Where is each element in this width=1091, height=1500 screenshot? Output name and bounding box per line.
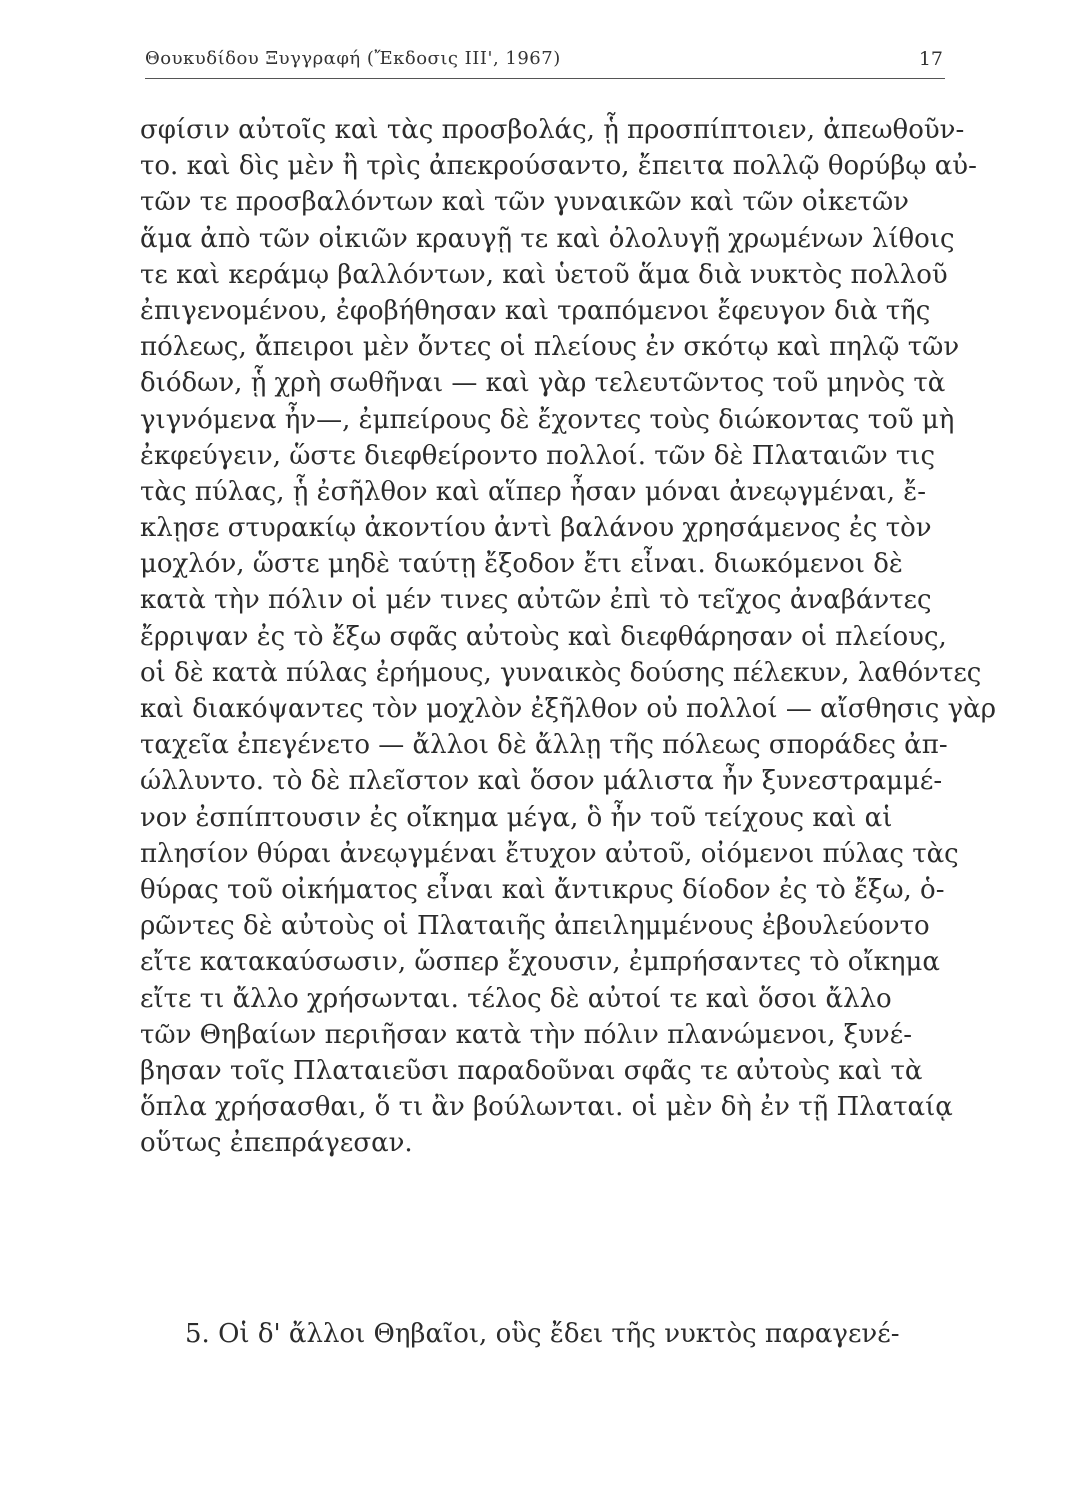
text-line: ἔρριψαν ἐς τὸ ἔξω σφᾶς αὐτοὺς καὶ διεφθάρησαν οἱ πλείους, [140, 621, 947, 652]
text-line: τῶν Θηβαίων περιῆσαν κατὰ τὴν πόλιν πλανώμενοι, ξυνέ- [140, 1019, 912, 1050]
text-line: διόδων, ᾗ χρὴ σωθῆναι — καὶ γὰρ τελευτῶντος τοῦ μηνὸς τὰ [140, 368, 946, 399]
text-line: ἐπιγενομένου, ἐφοβήθησαν καὶ τραπόμενοι ἔφευγον διὰ τῆς [140, 295, 931, 326]
text-line: ἐκφεύγειν, ὥστε διεφθείροντο πολλοί. τῶν δὲ Πλαταιῶν τις [140, 440, 936, 471]
chapter-5-opening-line: 5. Οἱ δ' ἄλλοι Θηβαῖοι, οὓς ἔδει τῆς νυκτὸς παραγενέ- [185, 1319, 900, 1349]
running-header [145, 44, 945, 79]
text-line: ώλλυντο. τὸ δὲ πλεῖστον καὶ ὅσον μάλιστα ἦν ξυνεστραμμέ- [140, 766, 943, 797]
text-line: πόλεως, ἄπειροι μὲν ὄντες οἱ πλείους ἐν σκότῳ καὶ πηλῷ τῶν [140, 332, 960, 363]
text-line: θύρας τοῦ οἰκήματος εἶναι καὶ ἄντικρυς δίοδον ἐς τὸ ἔξω, ὁ- [140, 874, 945, 905]
text-line: οἱ δὲ κατὰ πύλας ἐρήμους, γυναικὸς δούσης πέλεκυν, λαθόντες [140, 657, 982, 688]
text-line: μοχλόν, ὥστε μηδὲ ταύτῃ ἔξοδον ἔτι εἶναι. διωκόμενοι δὲ [140, 549, 903, 580]
text-line: κλῃσε στυρακίῳ ἀκοντίου ἀντὶ βαλάνου χρησάμενος ἐς τὸν [140, 513, 932, 544]
text-line: γιγνόμενα ἦν—, ἐμπείρους δὲ ἔχοντες τοὺς διώκοντας τοῦ μὴ [140, 404, 955, 435]
text-line: καὶ διακόψαντες τὸν μοχλὸν ἐξῆλθον οὐ πολλοί — αἴσθησις γὰρ [140, 694, 997, 724]
text-line: τε καὶ κεράμῳ βαλλόντων, καὶ ὑετοῦ ἅμα διὰ νυκτὸς πολλοῦ [140, 259, 948, 290]
text-line: τῶν τε προσβαλόντων καὶ τῶν γυναικῶν καὶ τῶν οἰκετῶν [140, 187, 909, 218]
text-line: εἴτε κατακαύσωσιν, ὥσπερ ἔχουσιν, ἐμπρήσαντες τὸ οἴκημα [140, 947, 940, 978]
text-line: ὅπλα χρήσασθαι, ὅ τι ἂν βούλωνται. οἱ μὲν δὴ ἐν τῇ Πλαταίᾳ [140, 1092, 953, 1123]
text-line: ταχεῖα ἐπεγένετο — ἄλλοι δὲ ἄλλῃ τῆς πόλεως σποράδες ἀπ- [140, 730, 948, 761]
text-line: σφίσιν αὐτοῖς καὶ τὰς προσβολάς, ᾗ προσπίπτοιεν, ἀπεωθοῦν- [140, 115, 965, 145]
text-line: νον ἐσπίπτουσιν ἐς οἴκημα μέγα, ὃ ἦν τοῦ τείχους καὶ αἱ [140, 802, 893, 833]
text-line: ἅμα ἀπὸ τῶν οἰκιῶν κραυγῇ τε καὶ ὀλολυγῇ χρωμένων λίθοις [140, 223, 955, 254]
body-text [140, 112, 997, 1161]
text-line: τὰς πύλας, ᾗ ἐσῆλθον καὶ αἵπερ ἦσαν μόναι ἀνεῳγμέναι, ἔ- [140, 476, 926, 507]
text-line: εἴτε τι ἄλλο χρήσωνται. τέλος δὲ αὐτοί τε καὶ ὅσοι ἄλλο [140, 983, 892, 1014]
text-line: ρῶντες δὲ αὐτοὺς οἱ Πλαταιῆς ἀπειλημμένους ἐβουλεύοντο [140, 911, 930, 942]
page-number: 17 [918, 48, 943, 70]
text-line: πλησίον θύραι ἀνεῳγμέναι ἔτυχον αὐτοῦ, οἰόμενοι πύλας τὰς [140, 838, 959, 869]
text-line: κατὰ τὴν πόλιν οἱ μέν τινες αὐτῶν ἐπὶ τὸ τεῖχος ἀναβάντες [140, 585, 932, 616]
text-line-last: οὕτως ἐπεπράγεσαν. [140, 1128, 413, 1159]
running-title: Θουκυδίδου Ξυγγραφή (Ἔκδοσις ΙΙΙ', 1967) [145, 48, 561, 69]
text-line: βησαν τοῖς Πλαταιεῦσι παραδοῦναι σφᾶς τε αὐτοὺς καὶ τὰ [140, 1055, 923, 1086]
text-line: το. καὶ δὶς μὲν ἢ τρὶς ἀπεκρούσαντο, ἔπειτα πολλῷ θορύβῳ αὐ- [140, 151, 977, 182]
